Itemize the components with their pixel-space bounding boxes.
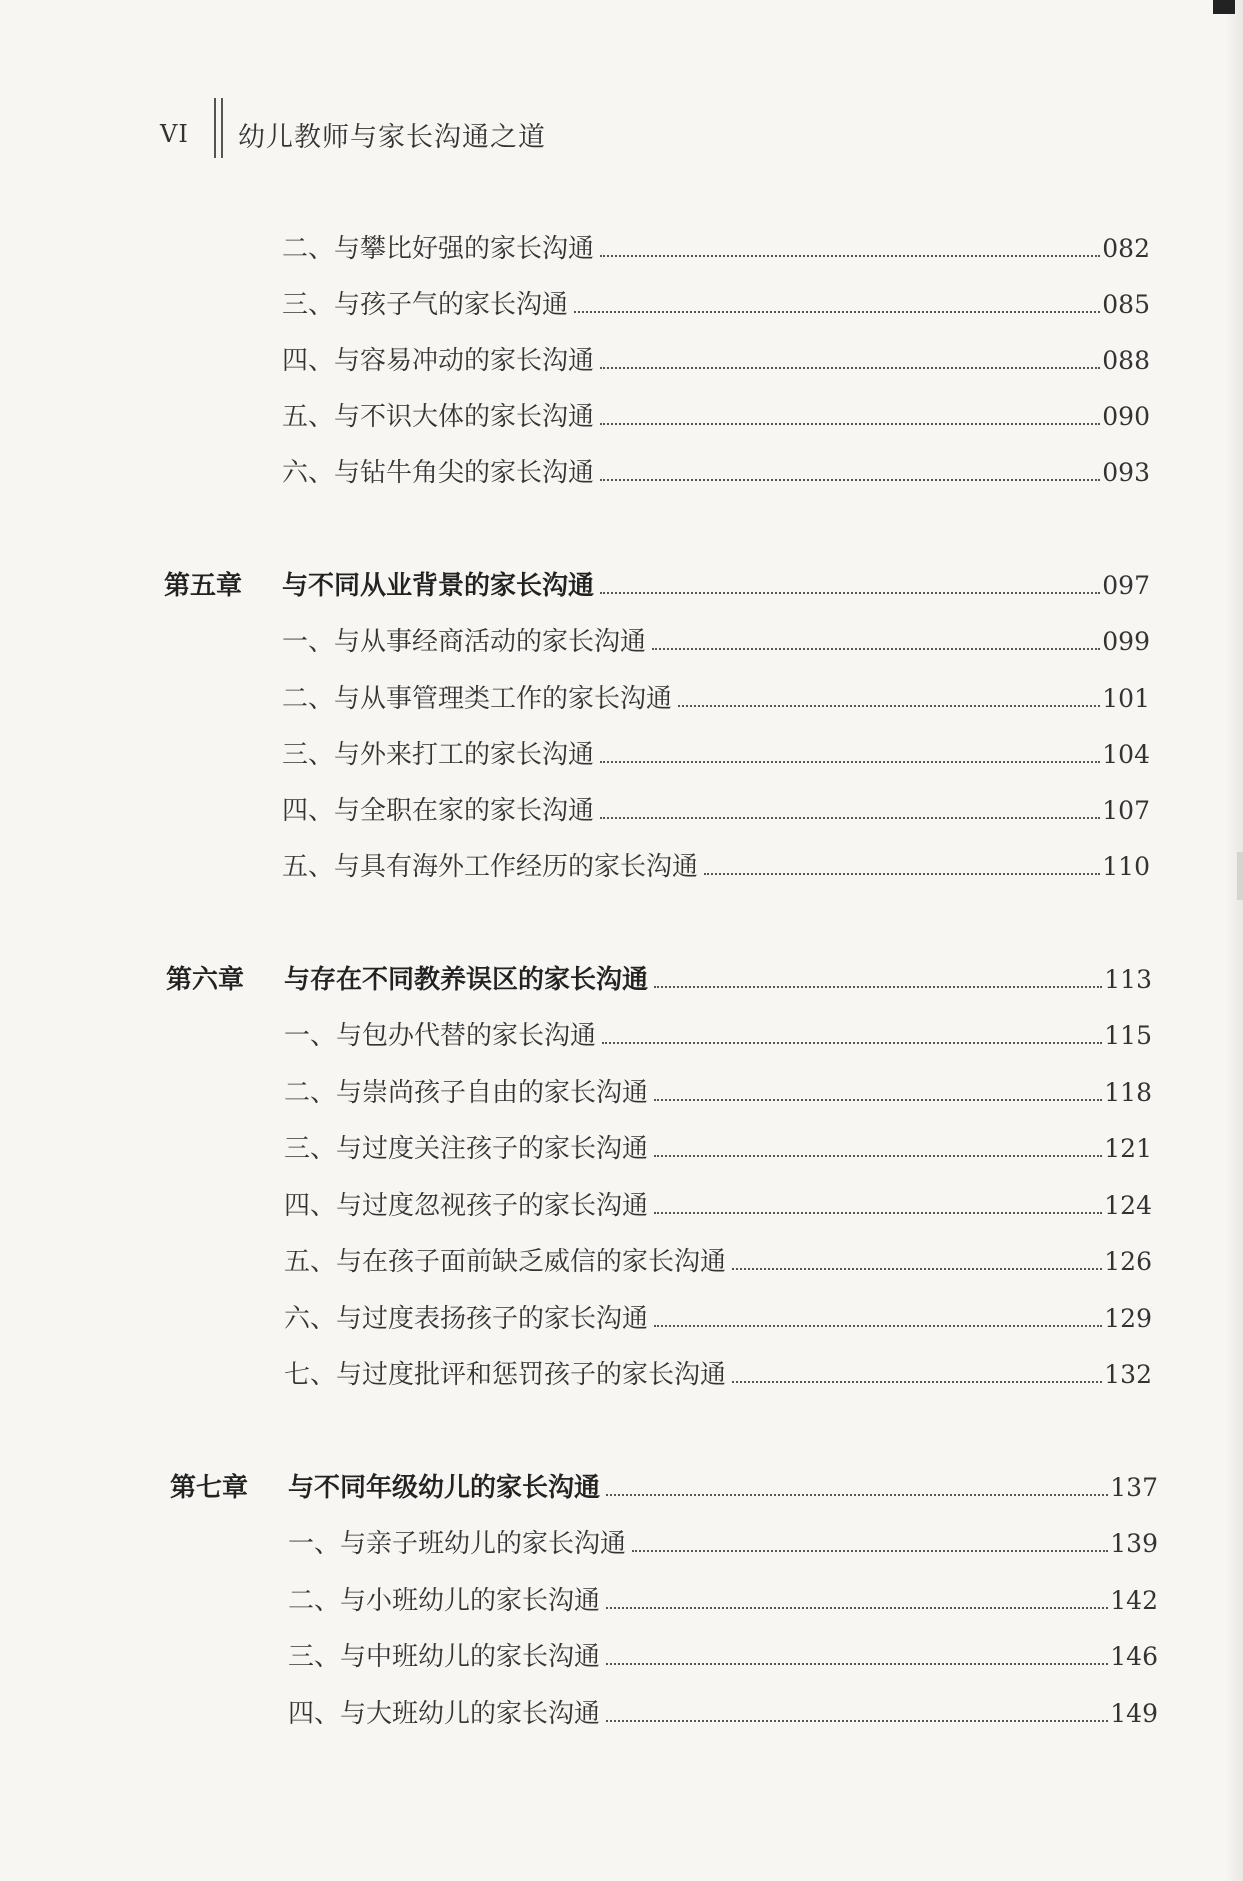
toc-chapter-entry[interactable]	[170, 1467, 1158, 1501]
toc-entry-label: 一、与亲子班幼儿的家长沟通	[288, 1529, 627, 1559]
dot-leader	[600, 761, 1100, 763]
toc-page-number: 097	[1102, 571, 1150, 600]
dot-leader	[606, 1494, 1108, 1496]
running-header	[160, 116, 546, 152]
page-edge-mark	[1237, 852, 1243, 900]
toc-entry[interactable]	[282, 790, 1150, 824]
dot-leader	[606, 1720, 1108, 1722]
dot-leader	[606, 1663, 1108, 1665]
toc-entry-label: 六、与过度表扬孩子的家长沟通	[284, 1304, 649, 1334]
book-title: 幼儿教师与家长沟通之道	[238, 121, 546, 153]
toc-page-number: 121	[1104, 1134, 1152, 1163]
toc-entry-label: 六、与钻牛角尖的家长沟通	[282, 458, 595, 488]
toc-entry[interactable]	[282, 621, 1150, 655]
dot-leader	[574, 311, 1100, 313]
toc-page-number: 149	[1110, 1699, 1158, 1728]
scan-corner-mark	[1213, 0, 1235, 14]
toc-entry[interactable]	[284, 1015, 1152, 1049]
toc-entry[interactable]	[282, 452, 1150, 486]
dot-leader	[732, 1268, 1102, 1270]
toc-page-number: 124	[1104, 1191, 1152, 1220]
toc-entry[interactable]	[284, 1354, 1152, 1388]
toc-entry[interactable]	[282, 284, 1150, 318]
toc-entry[interactable]	[288, 1693, 1158, 1727]
chapter-title: 与存在不同教养误区的家长沟通	[284, 965, 649, 995]
chapter-number: 第五章	[164, 571, 243, 601]
toc-page-number: 137	[1110, 1473, 1158, 1502]
toc-entry-label: 二、与崇尚孩子自由的家长沟通	[284, 1078, 649, 1108]
toc-entry-label: 四、与大班幼儿的家长沟通	[288, 1699, 601, 1729]
dot-leader	[600, 479, 1100, 481]
dot-leader	[654, 1155, 1102, 1157]
toc-page-number: 142	[1110, 1586, 1158, 1615]
toc-entry-label: 四、与容易冲动的家长沟通	[282, 346, 595, 376]
toc-page-number: 082	[1102, 234, 1150, 263]
toc-chapter-entry[interactable]	[166, 959, 1152, 993]
toc-entry-label: 二、与小班幼儿的家长沟通	[288, 1586, 601, 1616]
chapter-title: 与不同从业背景的家长沟通	[282, 571, 595, 601]
toc-entry-label: 三、与孩子气的家长沟通	[282, 290, 569, 320]
dot-leader	[632, 1550, 1108, 1552]
toc-entry[interactable]	[288, 1523, 1158, 1557]
toc-entry[interactable]	[288, 1580, 1158, 1614]
toc-page-number: 088	[1102, 346, 1150, 375]
toc-entry-label: 三、与过度关注孩子的家长沟通	[284, 1134, 649, 1164]
toc-entry-label: 二、与攀比好强的家长沟通	[282, 234, 595, 264]
toc-entry-label: 一、与从事经商活动的家长沟通	[282, 627, 647, 657]
toc-entry[interactable]	[282, 846, 1150, 880]
toc-page-number: 113	[1104, 965, 1152, 994]
chapter-number: 第七章	[170, 1473, 249, 1503]
dot-leader	[654, 986, 1102, 988]
toc-entry[interactable]	[282, 734, 1150, 768]
chapter-number: 第六章	[166, 965, 245, 995]
dot-leader	[600, 367, 1100, 369]
toc-entry[interactable]	[284, 1185, 1152, 1219]
dot-leader	[654, 1099, 1102, 1101]
toc-entry[interactable]	[282, 678, 1150, 712]
toc-entry-label: 五、与具有海外工作经历的家长沟通	[282, 852, 699, 882]
dot-leader	[678, 705, 1100, 707]
toc-page-number: 126	[1104, 1247, 1152, 1276]
dot-leader	[606, 1607, 1108, 1609]
dot-leader	[732, 1381, 1102, 1383]
dot-leader	[652, 648, 1100, 650]
dot-leader	[602, 1042, 1102, 1044]
toc-entry[interactable]	[288, 1636, 1158, 1670]
toc-page-number: 085	[1102, 290, 1150, 319]
toc-page-number: 132	[1104, 1360, 1152, 1389]
chapter-title: 与不同年级幼儿的家长沟通	[288, 1473, 601, 1503]
dot-leader	[600, 423, 1100, 425]
toc-page-number: 110	[1102, 852, 1150, 881]
toc-entry[interactable]	[284, 1298, 1152, 1332]
toc-page-number: 090	[1102, 402, 1150, 431]
toc-entry-label: 三、与中班幼儿的家长沟通	[288, 1642, 601, 1672]
dot-leader	[654, 1325, 1102, 1327]
toc-entry[interactable]	[284, 1072, 1152, 1106]
toc-entry[interactable]	[282, 340, 1150, 374]
toc-entry[interactable]	[284, 1128, 1152, 1162]
dot-leader	[600, 817, 1100, 819]
toc-entry-label: 七、与过度批评和惩罚孩子的家长沟通	[284, 1360, 727, 1390]
page-folio: VI	[160, 120, 189, 148]
toc-page-number: 146	[1110, 1642, 1158, 1671]
toc-entry[interactable]	[282, 228, 1150, 262]
toc-page-number: 115	[1104, 1021, 1152, 1050]
toc-page-number: 129	[1104, 1304, 1152, 1333]
toc-page-number: 099	[1102, 627, 1150, 656]
toc-chapter-entry[interactable]	[164, 565, 1150, 599]
dot-leader	[600, 255, 1100, 257]
toc-page-number: 104	[1102, 740, 1150, 769]
toc-page-number: 093	[1102, 458, 1150, 487]
toc-entry-label: 二、与从事管理类工作的家长沟通	[282, 684, 673, 714]
toc-entry[interactable]	[284, 1241, 1152, 1275]
toc-entry-label: 五、与在孩子面前缺乏威信的家长沟通	[284, 1247, 727, 1277]
toc-entry-label: 一、与包办代替的家长沟通	[284, 1021, 597, 1051]
dot-leader	[600, 592, 1100, 594]
page-edge-shadow	[1225, 0, 1243, 1881]
toc-entry[interactable]	[282, 396, 1150, 430]
toc-entry-label: 五、与不识大体的家长沟通	[282, 402, 595, 432]
toc-page-number: 139	[1110, 1529, 1158, 1558]
header-double-rule	[212, 98, 228, 158]
dot-leader	[704, 873, 1100, 875]
toc-page-number: 118	[1104, 1078, 1152, 1107]
toc-entry-label: 三、与外来打工的家长沟通	[282, 740, 595, 770]
toc-entry-label: 四、与过度忽视孩子的家长沟通	[284, 1191, 649, 1221]
toc-entry-label: 四、与全职在家的家长沟通	[282, 796, 595, 826]
toc-page-number: 101	[1102, 684, 1150, 713]
dot-leader	[654, 1212, 1102, 1214]
toc-page-number: 107	[1102, 796, 1150, 825]
